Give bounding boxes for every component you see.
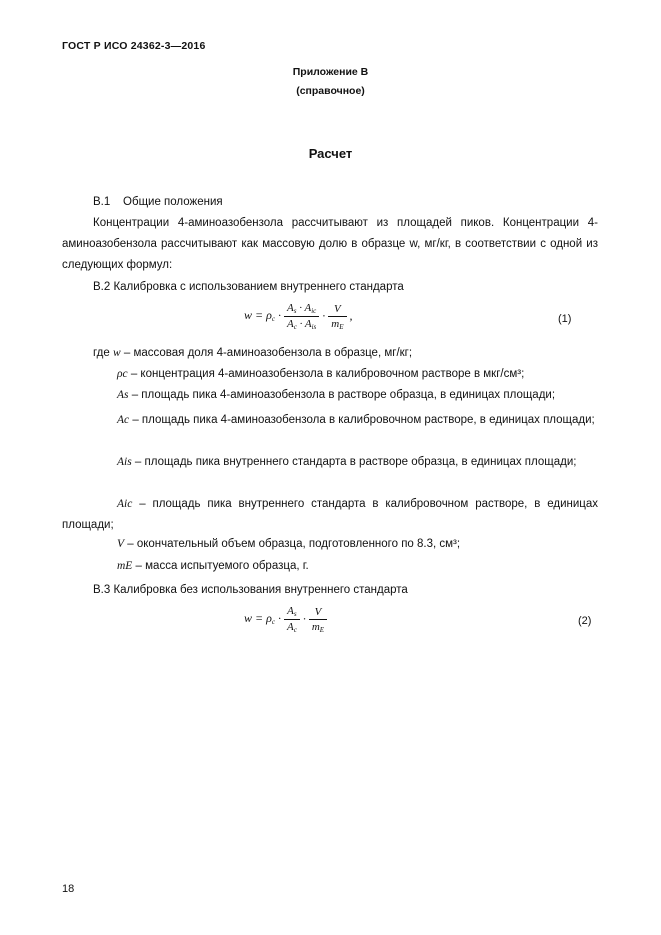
def-text-ac: – площадь пика 4-аминоазобензола в калибровочном растворе, в единицах площади; [132,414,595,426]
def-text-as: – площадь пика 4-аминоазобензола в растворе образца, в единицах площади; [131,389,556,401]
page-number: 18 [62,883,75,895]
def-symbol-w: w [113,347,121,359]
document-code: ГОСТ Р ИСО 24362-3—2016 [62,40,206,52]
def-text-rho: – концентрация 4-аминоазобензола в калибровочном растворе в мкг/см³; [130,368,525,380]
def-symbol-v: V [117,538,125,550]
def-symbol-rho: ρc [117,368,128,380]
def-symbol-ais: Ais [117,456,132,468]
def-symbol-me: mE [117,560,133,572]
b1-paragraph: Концентрации 4-аминоазобензола рассчитывают из площадей пиков. Концентрации 4-аминоазобензола рассчитывают как массовую долю в образце w, мг/кг, в соответствии с одной из следующих формул: [62,217,598,271]
def-aic [62,494,598,536]
b2-heading: В.2 Калибровка с использованием внутреннего стандарта [93,281,404,293]
def-symbol-aic: Aic [117,498,133,510]
b3-heading: В.3 Калибровка без использования внутреннего стандарта [93,584,408,596]
formula-2: $w = \rho_c$ · $\frac{A_s}{A_c}$ · $\frac{V}{m_E}$ [244,605,327,634]
def-text-ais: – площадь пика внутреннего стандарта в растворе образца, в единицах площади; [134,456,577,468]
def-v [117,538,460,550]
def-text-aic: – площадь пика внутреннего стандарта в калибровочном растворе, в единицах площади; [62,498,598,531]
where-word: где [93,347,110,359]
appendix-title: Приложение В [292,66,369,78]
def-as [117,389,555,401]
b1-heading: В.1 Общие положения [93,196,223,208]
section-title: Расчет [308,146,353,161]
where-line [93,347,412,359]
equation-number-2: (2) [578,615,592,627]
appendix-subtitle: (справочное) [296,85,365,97]
formula-1: $w = \rho_c$ · $\frac{A_s \cdot A_{ic}}{A_c \cdot A_{is}}$ · $\frac{V}{m_E}$ , [244,302,353,331]
def-rho [117,368,524,380]
def-text-v: – окончательный объем образца, подготовленного по 8.3, см³; [127,538,461,550]
def-symbol-as: As [117,389,129,401]
def-me [117,560,309,572]
equation-number-1: (1) [558,313,572,325]
def-text-w: – массовая доля 4-аминоазобензола в образце, мг/кг; [123,347,413,359]
def-ac [62,410,598,431]
def-symbol-ac: Ac [117,414,130,426]
def-ais [62,452,598,473]
def-text-me: – масса испытуемого образца, г. [135,560,309,572]
